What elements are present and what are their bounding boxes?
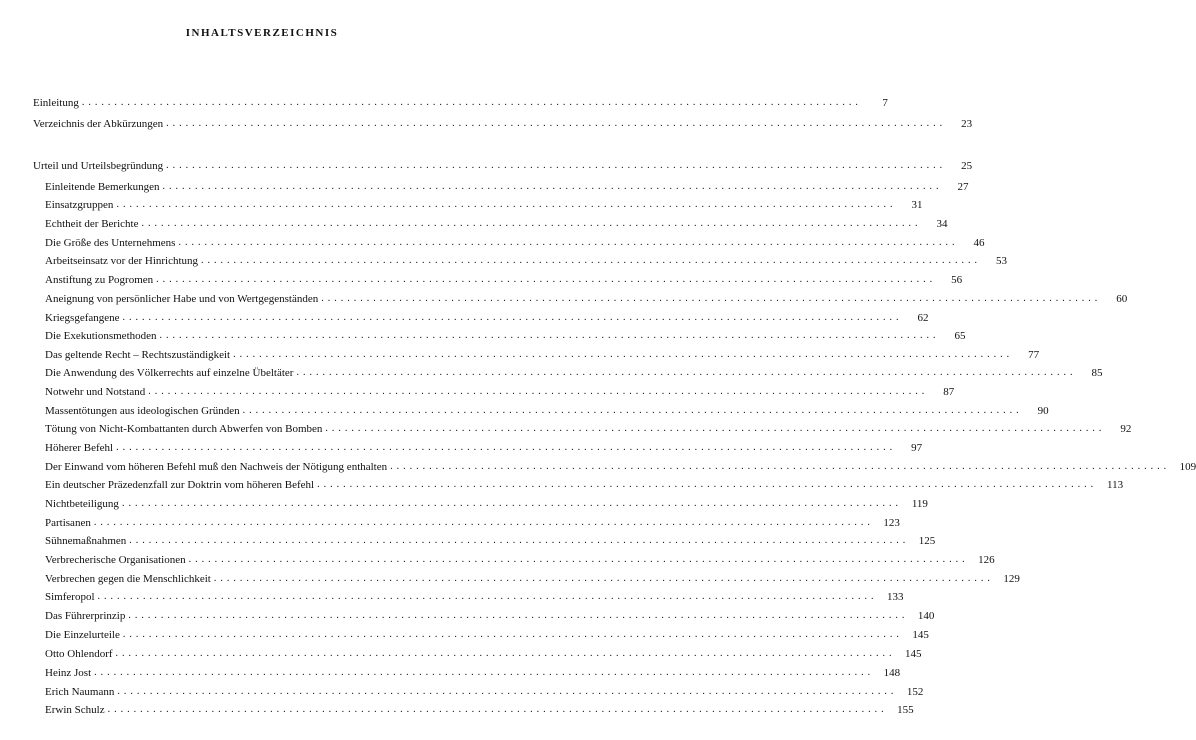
toc-entry-label: Heinz Jost	[45, 667, 92, 679]
toc-entry-page: 25	[961, 160, 973, 172]
dot-leader: ........................................................................................................................	[188, 554, 969, 565]
toc-entry	[45, 590, 904, 604]
toc-entry-label: Ein deutscher Präzedenzfall zur Doktrin vom höheren Befehl	[45, 479, 315, 491]
toc-entry-label: Die Anwendung des Völkerrechts auf einzelne Übeltäter	[45, 367, 294, 379]
dot-leader: ........................................................................................................................	[141, 218, 922, 229]
toc-entry	[45, 366, 1103, 380]
toc-entry-page: 65	[954, 330, 966, 342]
toc-entry-page: 23	[961, 118, 973, 130]
dot-leader: ........................................................................................................................	[213, 573, 994, 584]
toc-entry-label: Die Größe des Unternehmens	[45, 237, 176, 249]
toc-entry-page: 148	[883, 667, 901, 679]
toc-entry	[45, 385, 955, 399]
toc-entry	[45, 703, 914, 717]
dot-leader: ........................................................................................................................	[107, 704, 888, 715]
toc-entry-label: Das Führerprinzip	[45, 610, 126, 622]
toc-entry-page: 145	[905, 648, 922, 660]
toc-entry	[45, 404, 1049, 418]
toc-entry-label: Die Einzelurteile	[45, 629, 120, 641]
toc-entry-page: 152	[906, 686, 924, 698]
toc-entry-label: Anstiftung zu Pogromen	[45, 274, 154, 286]
dot-leader: ........................................................................................................................	[94, 667, 875, 678]
dot-leader: ........................................................................................................................	[201, 255, 982, 266]
toc-entry-page: 123	[883, 517, 900, 529]
toc-entry	[45, 348, 1040, 362]
toc-entry-label: Verbrechen gegen die Menschlichkeit	[45, 573, 211, 585]
toc-entry	[45, 236, 985, 250]
toc-entry	[45, 647, 922, 661]
toc-entry-label: Der Einwand vom höheren Befehl muß den Nachweis der Nötigung enthalten	[45, 461, 388, 473]
dot-leader: ........................................................................................................................	[97, 591, 878, 602]
toc-entry	[45, 516, 900, 530]
dot-leader: ........................................................................................................................	[242, 405, 1023, 416]
toc-entry-page: 119	[911, 498, 928, 510]
toc-entry-label: Die Exekutionsmethoden	[45, 330, 157, 342]
dot-leader: ........................................................................................................................	[122, 629, 903, 640]
toc-entry-label: Einleitung	[33, 97, 79, 109]
toc-entry-page: 60	[1116, 293, 1128, 305]
dot-leader: ........................................................................................................................	[93, 517, 874, 528]
toc-entry	[45, 666, 901, 680]
toc-entry-label: Kriegsgefangene	[45, 312, 120, 324]
dot-leader: ........................................................................................................................	[122, 312, 903, 323]
dot-leader: ........................................................................................................................	[166, 118, 947, 129]
dot-leader: ........................................................................................................................	[121, 498, 902, 509]
dot-leader: ........................................................................................................................	[148, 386, 929, 397]
toc-entry-page: 140	[917, 610, 935, 622]
toc-entry-label: Tötung von Nicht-Kombattanten durch Abwerfen von Bomben	[45, 423, 323, 435]
dot-leader: ........................................................................................................................	[128, 610, 909, 621]
toc-entry-label: Erich Naumann	[45, 686, 115, 698]
dot-leader: ........................................................................................................................	[321, 293, 1102, 304]
toc-entry-page: 113	[1107, 479, 1124, 491]
toc-entry	[33, 117, 973, 131]
toc-entry-label: Sühnemaßnahmen	[45, 535, 127, 547]
toc-entry	[45, 553, 995, 567]
toc-entry-label: Echtheit der Berichte	[45, 218, 139, 230]
toc-entry-page: 46	[973, 237, 985, 249]
toc-entry-label: Urteil und Urteilsbegründung	[33, 160, 164, 172]
toc-entry-label: Nichtbeteiligung	[45, 498, 119, 510]
toc-entry-label: Simferopol	[45, 591, 95, 603]
toc-entry	[45, 217, 948, 231]
dot-leader: ........................................................................................................................	[116, 199, 897, 210]
toc-entry-label: Arbeitseinsatz vor der Hinrichtung	[45, 255, 199, 267]
dot-leader: ........................................................................................................................	[178, 237, 959, 248]
dot-leader: ........................................................................................................................	[296, 367, 1077, 378]
toc-entry	[45, 311, 929, 325]
toc-entry-label: Verbrecherische Organisationen	[45, 554, 186, 566]
dot-leader: ........................................................................................................................	[162, 181, 943, 192]
toc-entry-page: 97	[911, 442, 923, 454]
toc-entry-page: 155	[897, 704, 914, 716]
toc-entry-page: 145	[912, 629, 929, 641]
toc-entry-label: Notwehr und Notstand	[45, 386, 146, 398]
toc-entry	[33, 96, 888, 110]
toc-entry	[45, 497, 928, 511]
toc-entry	[45, 273, 963, 287]
toc-entry-page: 7	[882, 97, 888, 109]
toc-entry	[45, 254, 1008, 268]
toc-entry-page: 125	[918, 535, 936, 547]
dot-leader: ........................................................................................................................	[115, 648, 896, 659]
toc-entry	[45, 572, 1020, 586]
toc-entry-label: Einleitende Bemerkungen	[45, 181, 160, 193]
dot-leader: ........................................................................................................................	[116, 442, 897, 453]
toc-entry-page: 31	[911, 199, 923, 211]
toc-entry-label: Einsatzgruppen	[45, 199, 114, 211]
toc-entry	[45, 198, 923, 212]
toc-entry	[45, 422, 1132, 436]
toc-entry	[45, 180, 969, 194]
toc-entry-page: 77	[1028, 349, 1040, 361]
toc-entry-page: 27	[957, 181, 969, 193]
toc-entry	[33, 159, 973, 173]
toc-entry-page: 90	[1037, 405, 1049, 417]
dot-leader: ........................................................................................................................	[233, 349, 1014, 360]
toc-entry-page: 109	[1179, 461, 1196, 473]
dot-leader: ........................................................................................................................	[129, 535, 910, 546]
toc-entry	[45, 609, 935, 623]
toc-entry-page: 92	[1120, 423, 1132, 435]
toc-entry	[45, 329, 966, 343]
toc-entry-page: 126	[978, 554, 995, 566]
dot-leader: ........................................................................................................................	[166, 160, 947, 171]
toc-entry-page: 133	[887, 591, 904, 603]
dot-leader: ........................................................................................................................	[159, 330, 940, 341]
toc-entry-page: 85	[1091, 367, 1103, 379]
dot-leader: ........................................................................................................................	[317, 479, 1098, 490]
toc-entry-label: Das geltende Recht – Rechtszuständigkeit	[45, 349, 231, 361]
toc-entry-page: 129	[1003, 573, 1020, 585]
toc-entry	[45, 460, 1196, 474]
dot-leader: ........................................................................................................................	[81, 97, 862, 108]
toc-entry	[45, 292, 1128, 306]
dot-leader: ........................................................................................................................	[390, 461, 1171, 472]
toc-entry-label: Erwin Schulz	[45, 704, 105, 716]
toc-entry-label: Aneignung von persönlicher Habe und von Wertgegenständen	[45, 293, 319, 305]
toc-entry-page: 56	[951, 274, 963, 286]
toc-entry-label: Verzeichnis der Abkürzungen	[33, 118, 164, 130]
page-title: INHALTSVERZEICHNIS	[185, 27, 339, 39]
dot-leader: ........................................................................................................................	[117, 686, 898, 697]
dot-leader: ........................................................................................................................	[325, 423, 1106, 434]
toc-entry	[45, 478, 1124, 492]
toc-entry-page: 87	[943, 386, 955, 398]
toc-entry-page: 34	[936, 218, 948, 230]
toc-entry	[45, 441, 923, 455]
toc-entry-label: Partisanen	[45, 517, 91, 529]
toc-entry-page: 53	[996, 255, 1008, 267]
toc-entry	[45, 685, 924, 699]
toc-entry-page: 62	[917, 312, 929, 324]
toc-entry-label: Otto Ohlendorf	[45, 648, 113, 660]
toc-entry	[45, 534, 936, 548]
toc-entry	[45, 628, 929, 642]
dot-leader: ........................................................................................................................	[156, 274, 937, 285]
toc-entry-label: Massentötungen aus ideologischen Gründen	[45, 405, 240, 417]
toc-entry-label: Höherer Befehl	[45, 442, 114, 454]
